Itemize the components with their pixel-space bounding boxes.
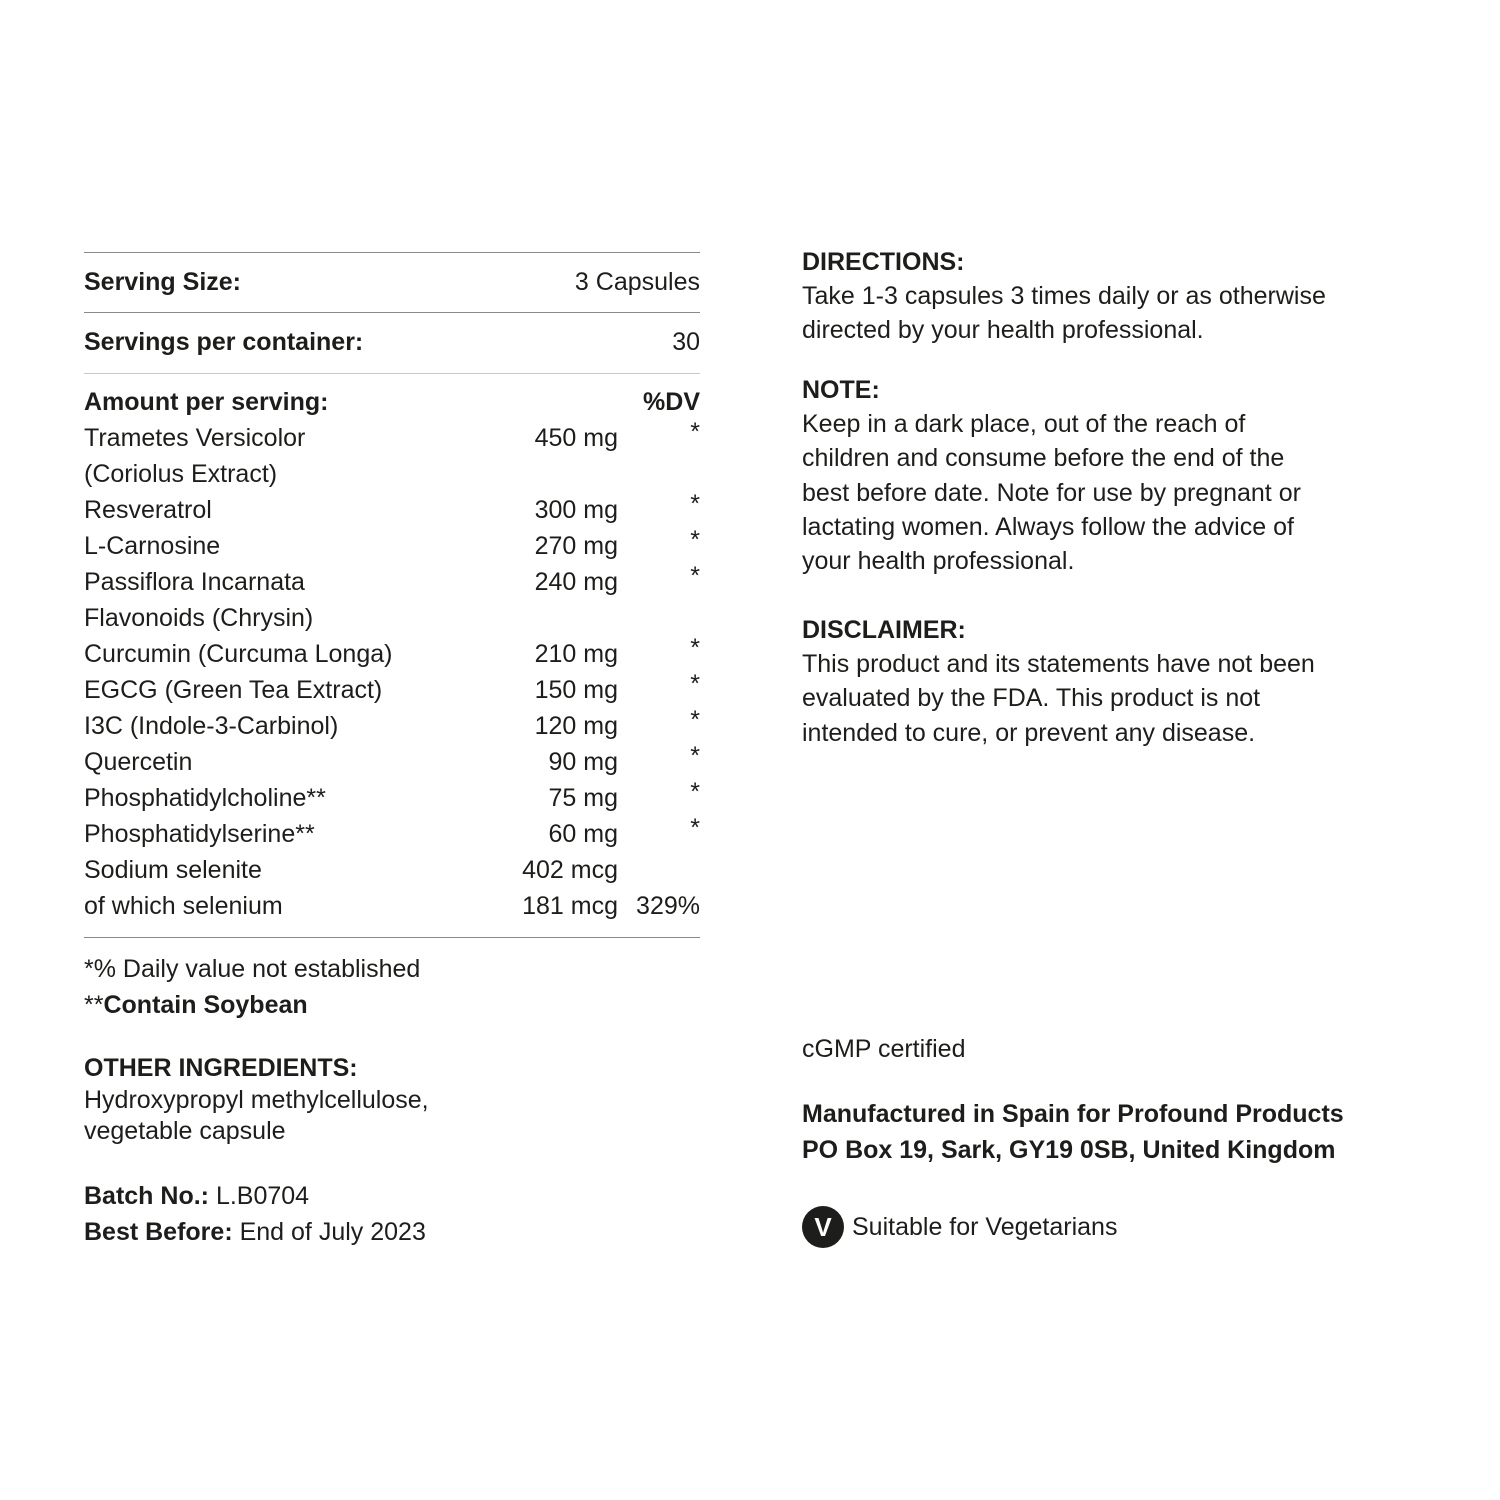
text-line: directed by your health professional.: [802, 316, 1204, 345]
servings-per-container-row: [84, 324, 700, 360]
text-line: lactating women. Always follow the advice of: [802, 512, 1294, 541]
directions-heading: DIRECTIONS:: [802, 248, 965, 276]
ingredient-row: [84, 708, 700, 744]
ingredient-row: [84, 600, 700, 636]
ingredient-name: I3C (Indole-3-Carbinol): [84, 712, 339, 740]
ingredient-dv: *: [690, 526, 700, 554]
vegetarian-badge-icon: V: [802, 1206, 844, 1248]
ingredient-amount: 450 mg: [534, 424, 618, 452]
amount-header-row: [84, 384, 700, 420]
footnote-daily-value: *% Daily value not established: [84, 955, 421, 983]
batch-number: [84, 1178, 309, 1214]
ingredient-amount: 60 mg: [548, 820, 618, 848]
dv-header: %DV: [643, 388, 700, 416]
text-line: Take 1-3 capsules 3 times daily or as otherwise: [802, 282, 1326, 310]
ingredient-name: Trametes Versicolor: [84, 424, 306, 452]
note-heading: NOTE:: [802, 376, 880, 404]
best-before: [84, 1214, 426, 1250]
serving-size-value: 3 Capsules: [574, 268, 700, 296]
ingredient-dv: *: [690, 706, 700, 734]
ingredient-name: Phosphatidylserine**: [84, 820, 315, 848]
ingredient-row: [84, 780, 700, 816]
ingredient-dv: *: [690, 418, 700, 446]
ingredient-amount: 181 mcg: [522, 892, 618, 920]
manufacturer-address: PO Box 19, Sark, GY19 0SB, United Kingdom: [802, 1136, 1336, 1164]
batch-label: Batch No.:: [84, 1182, 209, 1210]
ingredient-name: Curcumin (Curcuma Longa): [84, 640, 393, 668]
footnote-soy-text: Contain Soybean: [103, 991, 308, 1019]
ingredient-dv: 329%: [636, 892, 700, 920]
ingredient-amount: 402 mcg: [522, 856, 618, 884]
ingredient-amount: 240 mg: [534, 568, 618, 596]
ingredient-name: (Coriolus Extract): [84, 460, 278, 488]
ingredient-name: Flavonoids (Chrysin): [84, 604, 314, 632]
divider: [84, 252, 700, 253]
ingredient-dv: *: [690, 670, 700, 698]
ingredient-dv: *: [690, 634, 700, 662]
ingredient-dv: *: [690, 778, 700, 806]
servings-per-container-label: Servings per container:: [84, 328, 364, 356]
ingredient-amount: 300 mg: [534, 496, 618, 524]
text-line: This product and its statements have not been: [802, 650, 1315, 678]
footnote-soybean: [84, 987, 308, 1023]
ingredient-amount: 150 mg: [534, 676, 618, 704]
ingredient-dv: *: [690, 742, 700, 770]
other-ingredients-heading: OTHER INGREDIENTS:: [84, 1054, 358, 1082]
directions-text: [802, 279, 1442, 348]
divider: [84, 937, 700, 938]
ingredient-name: Sodium selenite: [84, 856, 262, 884]
ingredient-row: [84, 672, 700, 708]
best-before-label: Best Before:: [84, 1218, 233, 1246]
text-line: evaluated by the FDA. This product is not: [802, 684, 1261, 713]
divider: [84, 312, 700, 313]
servings-per-container-value: 30: [672, 328, 700, 356]
ingredient-dv: *: [690, 814, 700, 842]
serving-size-label: Serving Size:: [84, 268, 241, 296]
ingredient-row: [84, 564, 700, 600]
batch-value: L.B0704: [209, 1182, 310, 1210]
ingredient-name: Passiflora Incarnata: [84, 568, 305, 596]
cgmp-certification: cGMP certified: [802, 1035, 966, 1063]
ingredient-row: [84, 528, 700, 564]
ingredient-row: [84, 852, 700, 888]
ingredient-name: of which selenium: [84, 892, 283, 920]
ingredient-row: [84, 744, 700, 780]
footnote-soy-prefix: **: [84, 991, 104, 1019]
ingredient-row: [84, 816, 700, 852]
ingredient-name: Resveratrol: [84, 496, 212, 524]
text-line: your health professional.: [802, 547, 1075, 576]
ingredient-name: L-Carnosine: [84, 532, 221, 560]
ingredient-row: [84, 888, 700, 924]
ingredient-amount: 270 mg: [534, 532, 618, 560]
text-line: Keep in a dark place, out of the reach of: [802, 410, 1246, 438]
text-line: children and consume before the end of the: [802, 444, 1285, 473]
disclaimer-heading: DISCLAIMER:: [802, 616, 966, 644]
ingredient-dv: *: [690, 490, 700, 518]
disclaimer-text: [802, 647, 1442, 750]
other-ingredients-line: vegetable capsule: [84, 1117, 286, 1145]
vegetarian-label: Suitable for Vegetarians: [852, 1213, 1118, 1241]
ingredient-row: [84, 456, 700, 492]
other-ingredients-line: Hydroxypropyl methylcellulose,: [84, 1086, 429, 1114]
ingredient-name: EGCG (Green Tea Extract): [84, 676, 383, 704]
ingredient-dv: *: [690, 562, 700, 590]
ingredient-name: Phosphatidylcholine**: [84, 784, 326, 812]
ingredient-row: [84, 492, 700, 528]
ingredient-row: [84, 636, 700, 672]
ingredient-row: [84, 420, 700, 456]
ingredient-name: Quercetin: [84, 748, 193, 776]
ingredient-amount: 75 mg: [548, 784, 618, 812]
manufacturer-line: Manufactured in Spain for Profound Products: [802, 1100, 1344, 1128]
note-text: [802, 407, 1442, 578]
ingredient-amount: 90 mg: [548, 748, 618, 776]
text-line: best before date. Note for use by pregnant or: [802, 478, 1301, 507]
divider: [84, 373, 700, 374]
amount-per-serving-label: Amount per serving:: [84, 388, 329, 416]
best-before-value: End of July 2023: [232, 1218, 426, 1246]
ingredient-amount: 210 mg: [534, 640, 618, 668]
serving-size-row: [84, 264, 700, 300]
ingredient-amount: 120 mg: [534, 712, 618, 740]
text-line: intended to cure, or prevent any disease.: [802, 718, 1256, 747]
